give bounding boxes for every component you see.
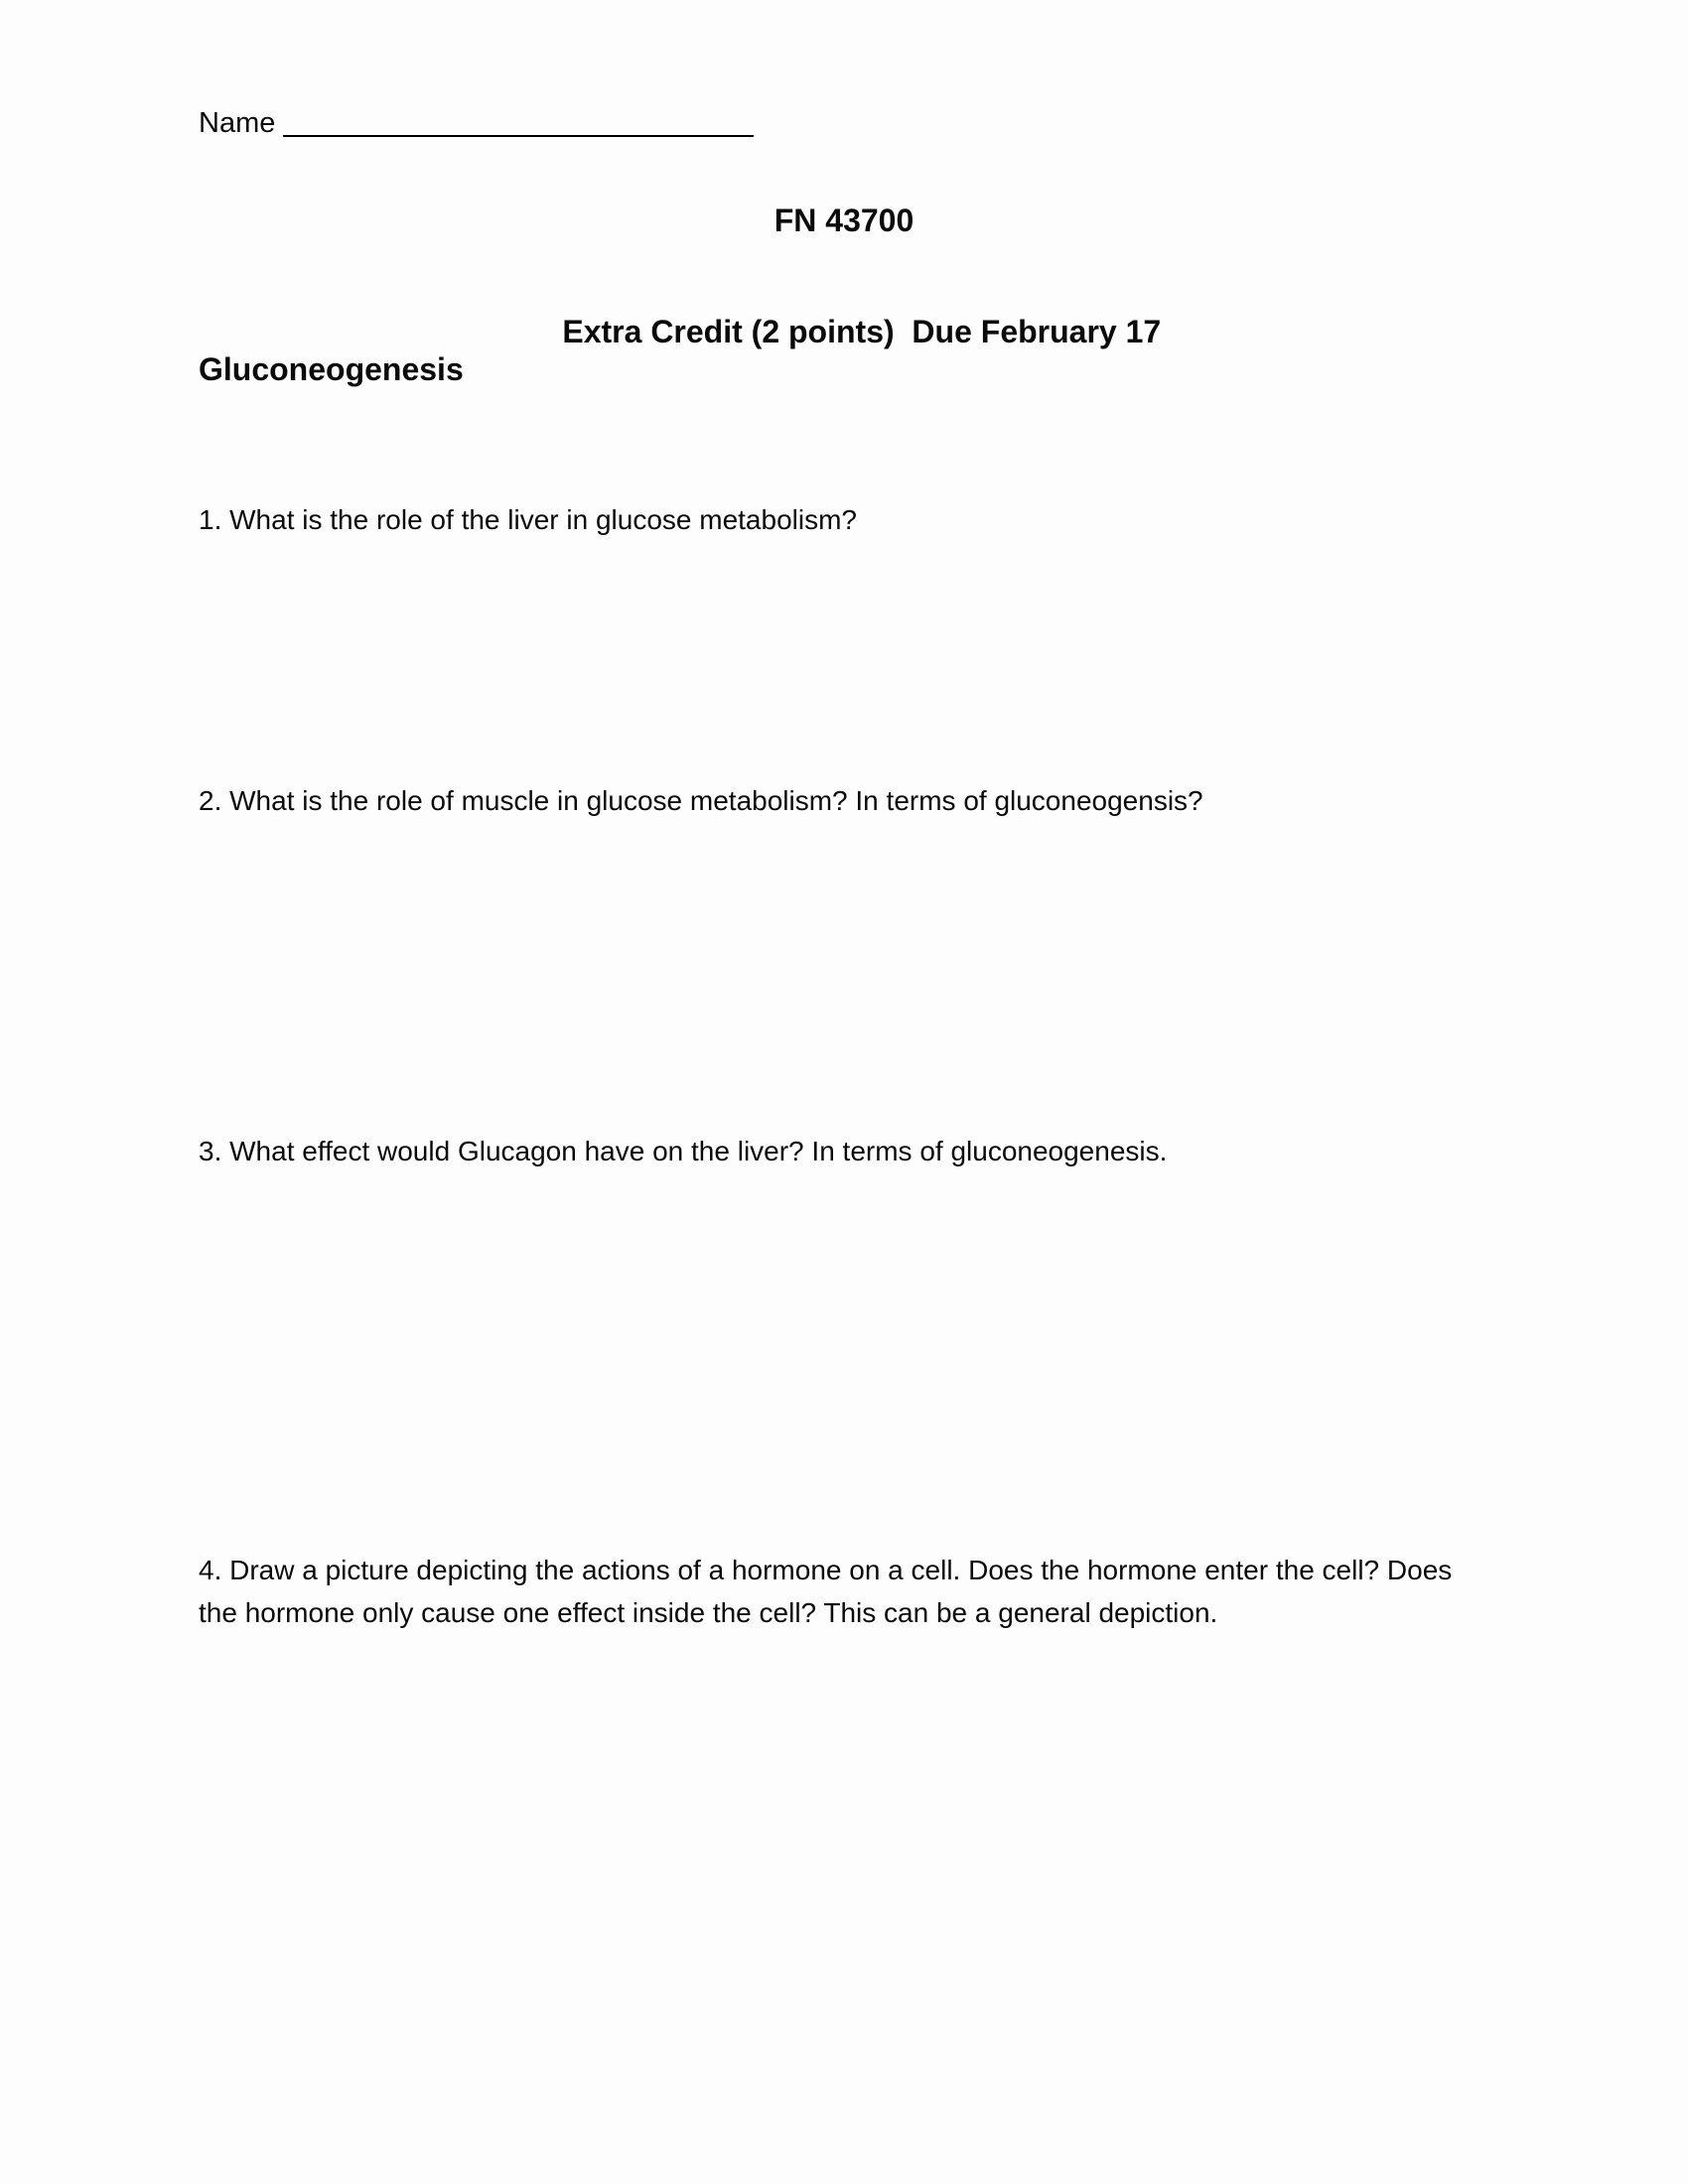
question-1: 1. What is the role of the liver in glucose metabolism?: [199, 504, 857, 535]
question-4: 4. Draw a picture depicting the actions of a hormone on a cell. Does the hormone enter the cell? Does the hormone only cause one effect inside the cell? This can be a general depiction.: [199, 1555, 1453, 1628]
question-2: 2. What is the role of muscle in glucose metabolism? In terms of gluconeogensis?: [199, 785, 1203, 816]
assignment-subtitle-text: Extra Credit (2 points) Due February 17: [562, 314, 1162, 349]
question-3: 3. What effect would Glucagon have on the liver? In terms of gluconeogenesis.: [199, 1136, 1168, 1166]
answer-space-1[interactable]: [199, 556, 1489, 764]
answer-space-4[interactable]: [199, 1648, 1489, 2124]
answer-space-2[interactable]: [199, 839, 1489, 1117]
name-field-row: [199, 99, 754, 141]
course-code-heading: [0, 203, 1688, 239]
section-heading: Gluconeogenesis: [199, 351, 464, 387]
name-blank-line[interactable]: [283, 99, 754, 137]
name-label: Name: [199, 107, 276, 139]
answer-space-3[interactable]: [199, 1189, 1489, 1527]
course-code-text: FN 43700: [774, 203, 914, 238]
